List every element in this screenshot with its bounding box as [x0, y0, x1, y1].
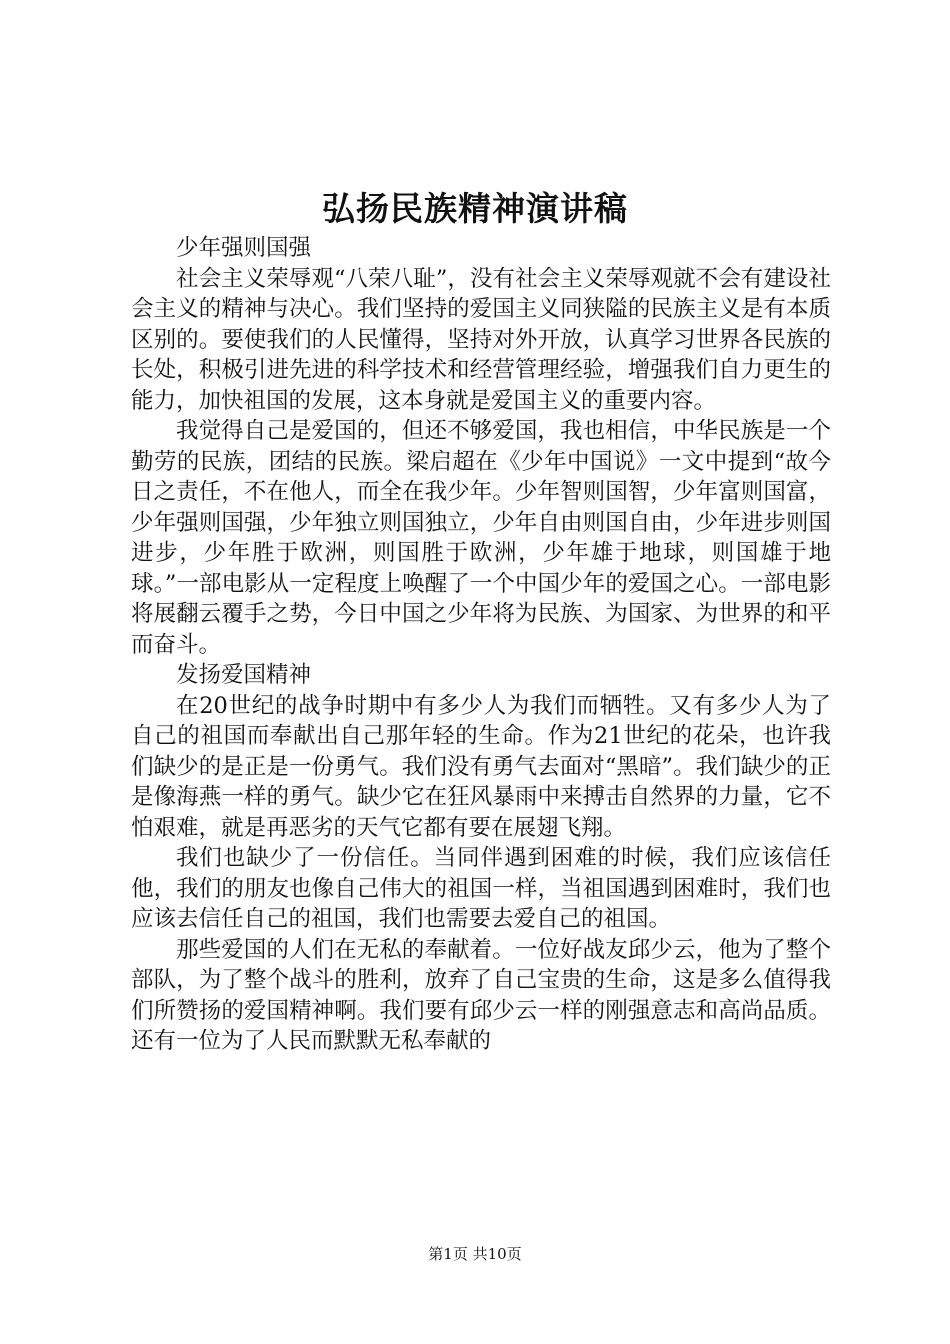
section-heading: 少年强则国强	[176, 235, 312, 261]
page-number-footer: 第1页 共10页	[428, 1245, 522, 1263]
body-paragraph: 我觉得自己是爱国的，但还不够爱国，我也相信，中华民族是一个勤劳的民族，团结的民族。梁启超在《少年中国说》一文中提到“故今日之责任，不在他人，而全在我少年。少年智则国智，少年富则国富，少年强则国强，少年独立则国独立，少年自由则国自由，少年进步则国进步，少年胜于欧洲，则国胜于欧洲，少年雄于地球，则国雄于地球。”一部电影从一定程度上唤醒了一个中国少年的爱国之心。一部电影将展翻云覆手之势，今日中国之少年将为民族、为国家、为世界的和平而奋斗。	[131, 418, 831, 658]
body-paragraph: 我们也缺少了一份信任。当同伴遇到困难的时候，我们应该信任他，我们的朋友也像自己伟大的祖国一样，当祖国遇到困难时，我们也应该去信任自己的祖国，我们也需要去爱自己的祖国。	[131, 845, 831, 932]
body-paragraph: 在20世纪的战争时期中有多少人为我们而牺牲。又有多少人为了自己的祖国而奉献出自己那年轻的生命。作为21世纪的花朵，也许我们缺少的是正是一份勇气。我们没有勇气去面对“黑暗”。我们缺少的正是像海燕一样的勇气。缺少它在狂风暴雨中来搏击自然界的力量，它不怕艰难，就是再恶劣的天气它都有要在展翅飞翔。	[131, 692, 831, 841]
document-body	[131, 233, 831, 1057]
document-title: 弘扬民族精神演讲稿	[322, 189, 628, 228]
body-paragraph: 社会主义荣辱观“八荣八耻”，没有社会主义荣辱观就不会有建设社会主义的精神与决心。我们坚持的爱国主义同狭隘的民族主义是有本质区别的。要使我们的人民懂得，坚持对外开放，认真学习世界各民族的长处，积极引进先进的科学技术和经营管理经验，增强我们自力更生的能力，加快祖国的发展，这本身就是爱国主义的重要内容。	[131, 265, 831, 414]
section-heading: 发扬爱国精神	[176, 662, 312, 688]
body-paragraph: 那些爱国的人们在无私的奉献着。一位好战友邱少云，他为了整个部队，为了整个战斗的胜利，放弃了自己宝贵的生命，这是多么值得我们所赞扬的爱国精神啊。我们要有邱少云一样的刚强意志和高尚品质。还有一位为了人民而默默无私奉献的	[131, 936, 831, 1054]
